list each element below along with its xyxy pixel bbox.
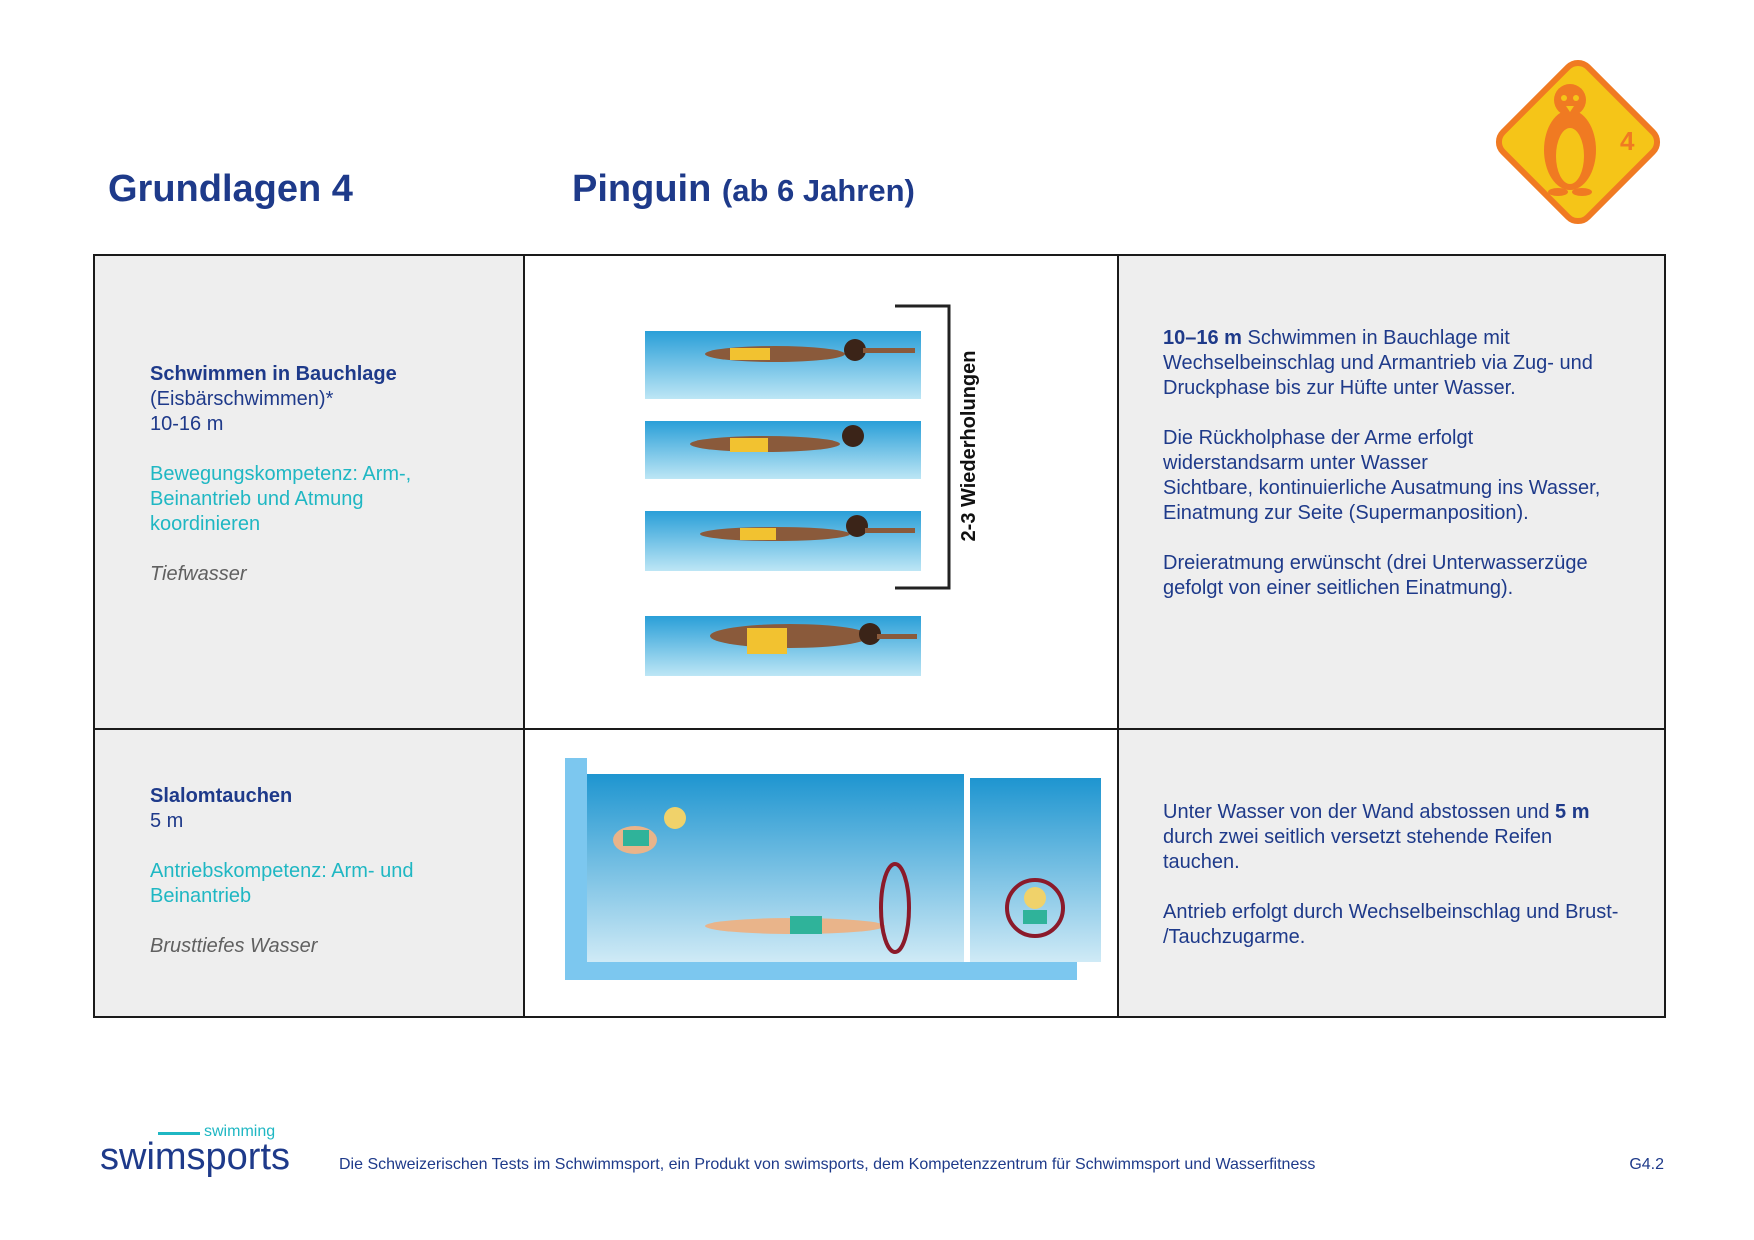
exercise-description-cell xyxy=(1118,255,1665,729)
level-name: Pinguin xyxy=(572,168,712,210)
swimmer-sequence-illustration xyxy=(525,256,1119,723)
exercise-water: Brusttiefes Wasser xyxy=(150,935,318,957)
exercise-competence: Antriebskompetenz: Arm- und Beinantrieb xyxy=(150,860,414,907)
page-number: G4.2 xyxy=(1629,1156,1664,1173)
table-row xyxy=(94,255,1665,729)
page-title: Grundlagen 4 xyxy=(108,168,353,210)
description-distance: 5 m xyxy=(1555,801,1590,823)
level-age: (ab 6 Jahren) xyxy=(721,173,915,208)
exercise-distance: 10-16 m xyxy=(150,413,224,435)
description-text: Unter Wasser von der Wand abstossen und xyxy=(1163,801,1556,823)
repetition-label: 2-3 Wiederholungen xyxy=(958,350,980,542)
description-paragraph: Antrieb erfolgt durch Wechselbeinschlag und Brust- /Tauchzugarme. xyxy=(1163,901,1619,948)
exercise-distance: 5 m xyxy=(150,810,184,832)
slalom-diving-illustration xyxy=(525,730,1119,1011)
exercise-illustration-cell xyxy=(524,255,1118,729)
description-text: Schwimmen in Bauchlage mit Wechselbeinschlag und Armantrieb via Zug- und Druckphase bis zur Hüfte unter Wasser. xyxy=(1163,327,1593,399)
description-paragraph xyxy=(1163,800,1619,875)
logo-main-text: swimsports xyxy=(100,1136,291,1178)
exercise-title: Slalomtauchen xyxy=(150,785,293,807)
exercise-description-cell xyxy=(1118,729,1665,1017)
description-paragraph: Die Rückholphase der Arme erfolgt widerstandsarm unter Wasser xyxy=(1163,427,1474,474)
description-text: durch zwei seitlich versetzt stehende Reifen tauchen. xyxy=(1163,826,1553,873)
exercise-illustration-cell xyxy=(524,729,1118,1017)
logo-small-text: swimming xyxy=(204,1123,276,1140)
exercise-summary-cell xyxy=(94,729,524,1017)
exercise-competence: Bewegungskompetenz: Arm-, Beinantrieb und Atmung koordinieren xyxy=(150,463,412,535)
footer-text: Die Schweizerischen Tests im Schwimmsport, ein Produkt von swimsports, dem Kompetenzzentrum für Schwimmsport und Wasserfitness xyxy=(339,1156,1316,1173)
level-title xyxy=(572,168,915,211)
exercise-water: Tiefwasser xyxy=(150,563,247,585)
badge-number: 4 xyxy=(1620,126,1635,156)
description-distance: 10–16 m xyxy=(1163,327,1242,349)
exercise-subtitle: (Eisbärschwimmen)* xyxy=(150,388,334,410)
description-paragraph xyxy=(1163,326,1619,401)
exercise-summary-cell xyxy=(94,255,524,729)
swimsports-logo xyxy=(100,1120,330,1180)
description-paragraph: Sichtbare, kontinuierliche Ausatmung ins Wasser, Einatmung zur Seite (Supermanposition). xyxy=(1163,477,1601,524)
description-paragraph: Dreieratmung erwünscht (drei Unterwasserzüge gefolgt von einer seitlichen Einatmung). xyxy=(1163,552,1588,599)
penguin-badge xyxy=(1488,52,1668,232)
table-row xyxy=(94,729,1665,1017)
exercise-table xyxy=(93,254,1666,1018)
exercise-title: Schwimmen in Bauchlage xyxy=(150,363,397,385)
